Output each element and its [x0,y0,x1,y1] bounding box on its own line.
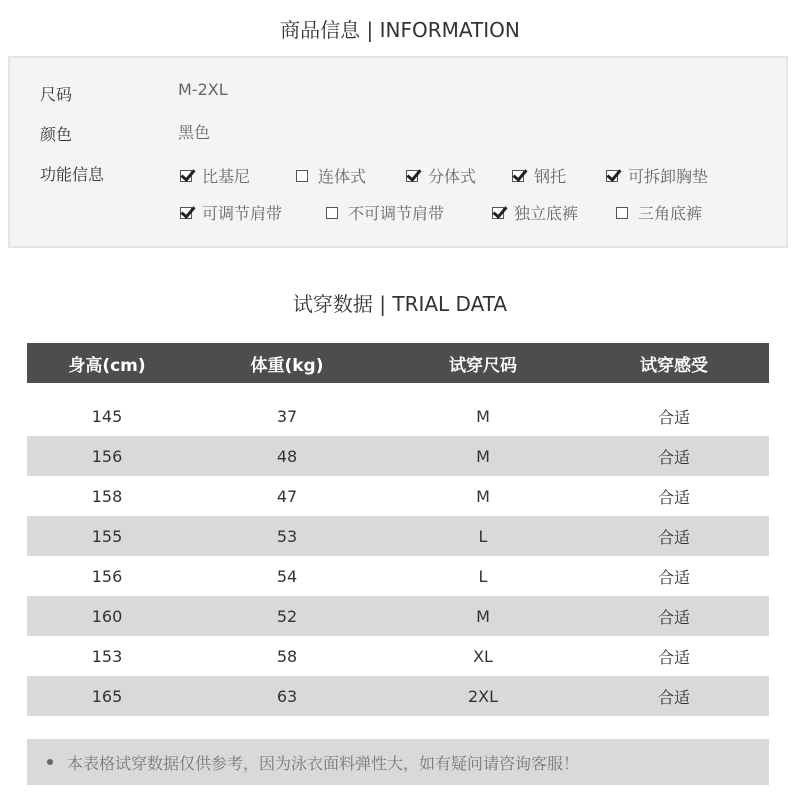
cell-height: 158 [91,486,123,506]
table-row [27,516,769,556]
feature-label: 三角底裤 [638,204,703,223]
feature-label: 比基尼 [202,167,251,186]
cell-weight: 58 [276,646,298,666]
checkbox-icon [492,207,504,219]
table-body [27,396,769,716]
features-label: 功能信息 [40,165,105,184]
cell-size: XL [473,646,493,666]
size-label: 尺码 [40,85,73,104]
color-label: 颜色 [40,125,73,144]
table-row [27,596,769,636]
checkbox-icon [606,170,618,182]
feature-two-piece [406,164,476,187]
table-row [27,436,769,476]
checkbox-icon [180,170,192,182]
cell-size: M [476,406,490,426]
header-size: 试穿尺码 [449,355,517,376]
cell-size: L [478,566,488,586]
cell-size: L [478,526,488,546]
feature-underwire [512,164,566,187]
checkbox-icon [406,170,418,182]
checkbox-icon [616,207,628,219]
cell-height: 160 [91,606,123,626]
cell-feeling: 合适 [657,647,690,667]
table-row [27,396,769,436]
cell-weight: 54 [276,566,298,586]
feature-removable-pads [606,164,708,187]
trial-section-title: 试穿数据 | TRIAL DATA [292,292,508,316]
table-row [27,476,769,516]
cell-feeling: 合适 [657,567,690,587]
size-value: M-2XL [178,80,228,99]
cell-feeling: 合适 [657,407,690,427]
feature-label: 可拆卸胸垫 [628,167,709,186]
info-panel [8,56,788,248]
feature-one-piece [296,164,366,187]
checkbox-icon [296,170,308,182]
feature-label: 可调节肩带 [202,204,283,223]
header-feeling: 试穿感受 [640,355,708,376]
cell-weight: 47 [276,486,298,506]
feature-label: 连体式 [318,167,367,186]
feature-bikini [180,164,250,187]
cell-size: M [476,606,490,626]
cell-height: 145 [91,406,123,426]
bullet-icon [47,759,53,765]
cell-height: 155 [91,526,123,546]
feature-label: 钢托 [534,167,567,186]
feature-adjustable-straps [180,201,282,224]
cell-size: M [476,486,490,506]
cell-weight: 53 [276,526,298,546]
cell-feeling: 合适 [657,447,690,467]
color-value: 黑色 [178,123,211,142]
trial-data-table [27,343,769,716]
cell-height: 156 [91,446,123,466]
cell-feeling: 合适 [657,487,690,507]
info-section-title: 商品信息 | INFORMATION [280,18,520,42]
table-row [27,676,769,716]
cell-feeling: 合适 [657,607,690,627]
cell-height: 153 [91,646,123,666]
cell-feeling: 合适 [657,687,690,707]
table-row [27,636,769,676]
cell-weight: 52 [276,606,298,626]
cell-weight: 37 [276,406,298,426]
feature-separate-bottoms [492,201,578,224]
header-weight: 体重(kg) [250,355,324,376]
cell-size: 2XL [467,686,499,706]
cell-height: 156 [91,566,123,586]
checkbox-icon [326,207,338,219]
cell-feeling: 合适 [657,527,690,547]
header-height: 身高(cm) [68,355,146,376]
checkbox-icon [180,207,192,219]
feature-label: 独立底裤 [514,204,579,223]
checkbox-icon [512,170,524,182]
feature-fixed-straps [326,201,444,224]
cell-weight: 48 [276,446,298,466]
table-row [27,556,769,596]
feature-triangle-bottoms [616,201,702,224]
cell-size: M [476,446,490,466]
feature-label: 分体式 [428,167,477,186]
disclaimer-text: 本表格试穿数据仅供参考，因为泳衣面料弹性大，如有疑问请咨询客服！ [67,753,580,773]
disclaimer-note [27,739,769,785]
cell-height: 165 [91,686,123,706]
feature-label: 不可调节肩带 [348,204,445,223]
table-header [27,343,769,383]
cell-weight: 63 [276,686,298,706]
